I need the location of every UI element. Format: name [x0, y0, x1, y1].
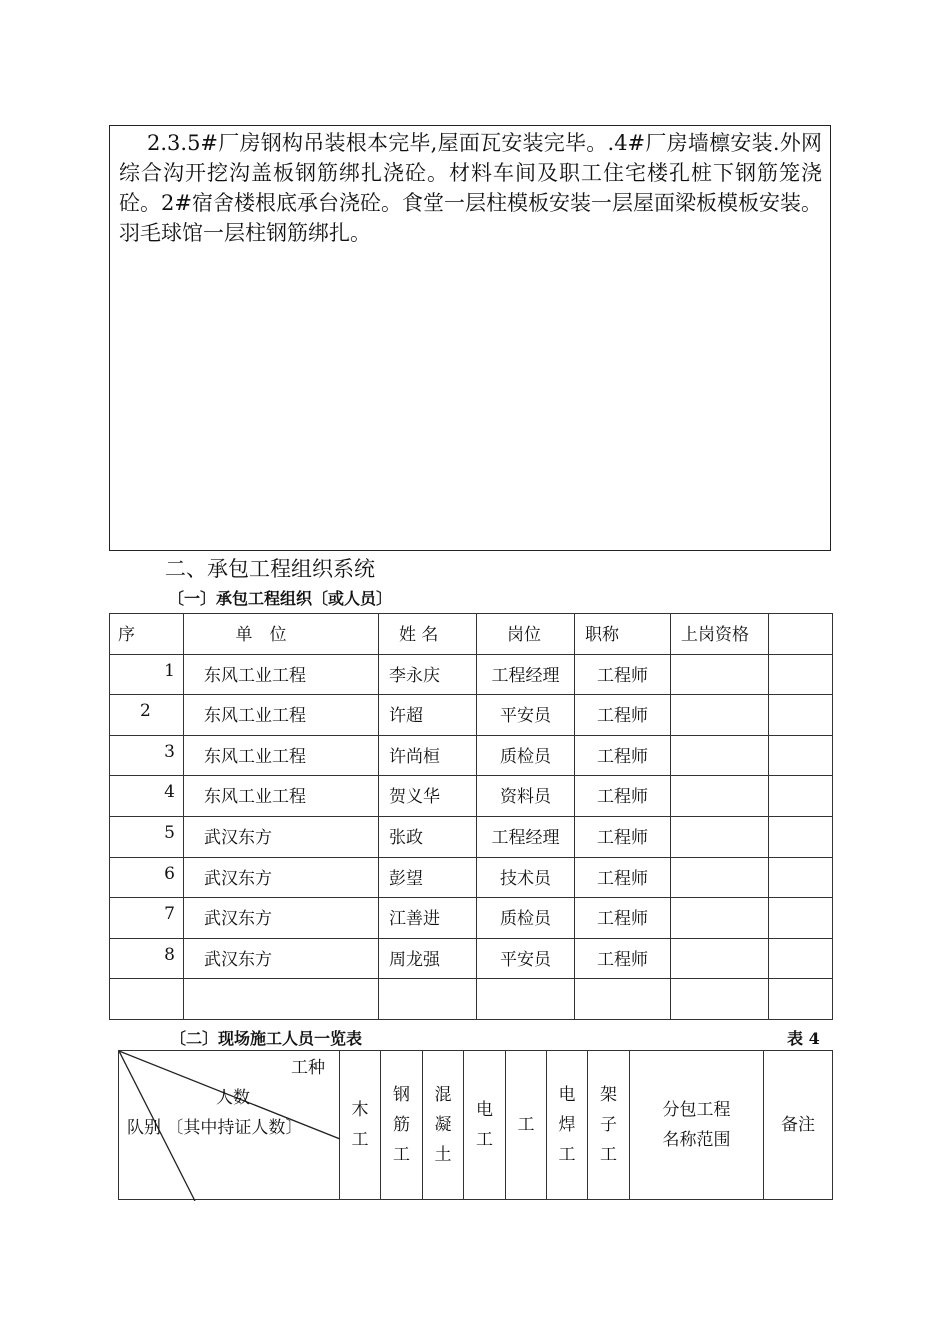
row-name: 许尚桓 — [379, 735, 477, 776]
row-unit: 武汉东方 — [184, 857, 379, 898]
row-post: 质检员 — [477, 898, 575, 939]
col-subcontract-scope: 分包工程 名称范围 — [630, 1051, 764, 1200]
col-carpenter: 木 工 — [340, 1051, 381, 1200]
row-no: 7 — [110, 898, 184, 939]
table-row — [110, 735, 833, 776]
diag-team-label: 队别 〔其中持证人数〕 — [127, 1118, 303, 1138]
row-post: 工程经理 — [477, 816, 575, 857]
staff-table-title: 〔二〕现场施工人员一览表 — [170, 1029, 363, 1048]
row-qualification — [671, 695, 769, 736]
header-qualification: 上岗资格 — [671, 614, 769, 655]
row-no: 6 — [110, 857, 184, 898]
row-extra — [769, 654, 833, 695]
org-header-row — [110, 614, 833, 655]
row-title: 工程师 — [575, 938, 671, 979]
header-no: 序 — [110, 614, 184, 655]
row-no: 1 — [110, 654, 184, 695]
row-name: 江善进 — [379, 898, 477, 939]
row-post: 平安员 — [477, 938, 575, 979]
table-row — [110, 938, 833, 979]
row-title: 工程师 — [575, 735, 671, 776]
row-extra — [769, 776, 833, 817]
staff-header-row — [119, 1051, 833, 1200]
col-remarks: 备注 — [764, 1051, 833, 1200]
table-row — [110, 816, 833, 857]
row-post: 质检员 — [477, 735, 575, 776]
col-rebar: 钢 筋 工 — [381, 1051, 423, 1200]
row-title: 工程师 — [575, 816, 671, 857]
row-extra — [769, 938, 833, 979]
row-unit: 东风工业工程 — [184, 776, 379, 817]
header-extra — [769, 614, 833, 655]
row-no: 8 — [110, 938, 184, 979]
row-no: 3 — [110, 735, 184, 776]
row-extra — [769, 816, 833, 857]
header-title: 职称 — [575, 614, 671, 655]
staff-table — [118, 1050, 833, 1200]
row-post: 资料员 — [477, 776, 575, 817]
diagonal-header-cell — [119, 1051, 340, 1200]
row-name: 张政 — [379, 816, 477, 857]
table-row — [110, 695, 833, 736]
org-table-title: 〔一〕承包工程组织〔或人员〕 — [168, 589, 393, 608]
col-welder: 电 焊 工 — [547, 1051, 588, 1200]
row-qualification — [671, 857, 769, 898]
row-qualification — [671, 938, 769, 979]
org-table — [109, 613, 833, 1020]
row-no: 5 — [110, 816, 184, 857]
row-title: 工程师 — [575, 654, 671, 695]
row-extra — [769, 898, 833, 939]
row-name: 周龙强 — [379, 938, 477, 979]
section-title: 二、承包工程组织系统 — [165, 557, 375, 581]
row-name: 彭望 — [379, 857, 477, 898]
row-unit: 武汉东方 — [184, 898, 379, 939]
table-row — [110, 857, 833, 898]
row-unit: 东风工业工程 — [184, 654, 379, 695]
row-unit: 东风工业工程 — [184, 735, 379, 776]
row-no: 2 — [110, 695, 184, 736]
progress-text: 2.3.5#厂房钢构吊装根本完毕,屋面瓦安装完毕。.4#厂房墙檩安装.外网综合沟开挖沟盖板钢筋绑扎浇砼。材料车间及职工住宅楼孔桩下钢筋笼浇砼。2#宿舍楼根底承台浇砼。食堂一层柱模板安装一层屋面梁板模板安装。羽毛球馆一层柱钢筋绑扎。 — [119, 131, 822, 245]
row-unit: 武汉东方 — [184, 938, 379, 979]
row-post: 工程经理 — [477, 654, 575, 695]
row-qualification — [671, 776, 769, 817]
header-name: 姓 名 — [379, 614, 477, 655]
diag-trade-label: 工种 — [291, 1058, 325, 1078]
row-unit: 武汉东方 — [184, 816, 379, 857]
row-title: 工程师 — [575, 776, 671, 817]
table-row — [110, 776, 833, 817]
row-qualification — [671, 898, 769, 939]
row-title: 工程师 — [575, 898, 671, 939]
header-post: 岗位 — [477, 614, 575, 655]
header-unit: 单 位 — [184, 614, 379, 655]
row-title: 工程师 — [575, 695, 671, 736]
row-extra — [769, 735, 833, 776]
col-concrete: 混 凝 土 — [423, 1051, 464, 1200]
row-no: 4 — [110, 776, 184, 817]
table-row — [110, 898, 833, 939]
row-qualification — [671, 816, 769, 857]
table-number: 表 4 — [787, 1029, 820, 1048]
row-post: 平安员 — [477, 695, 575, 736]
row-qualification — [671, 735, 769, 776]
row-name: 李永庆 — [379, 654, 477, 695]
row-unit: 东风工业工程 — [184, 695, 379, 736]
row-name: 贺义华 — [379, 776, 477, 817]
row-extra — [769, 857, 833, 898]
col-electrician: 电 工 — [464, 1051, 506, 1200]
row-post: 技术员 — [477, 857, 575, 898]
row-name: 许超 — [379, 695, 477, 736]
col-worker: 工 — [506, 1051, 547, 1200]
table-row-empty — [110, 979, 833, 1020]
col-scaffolder: 架 子 工 — [588, 1051, 630, 1200]
progress-box — [109, 125, 831, 551]
diag-count-label: 人数 — [216, 1088, 250, 1108]
table-row — [110, 654, 833, 695]
row-qualification — [671, 654, 769, 695]
row-extra — [769, 695, 833, 736]
row-title: 工程师 — [575, 857, 671, 898]
